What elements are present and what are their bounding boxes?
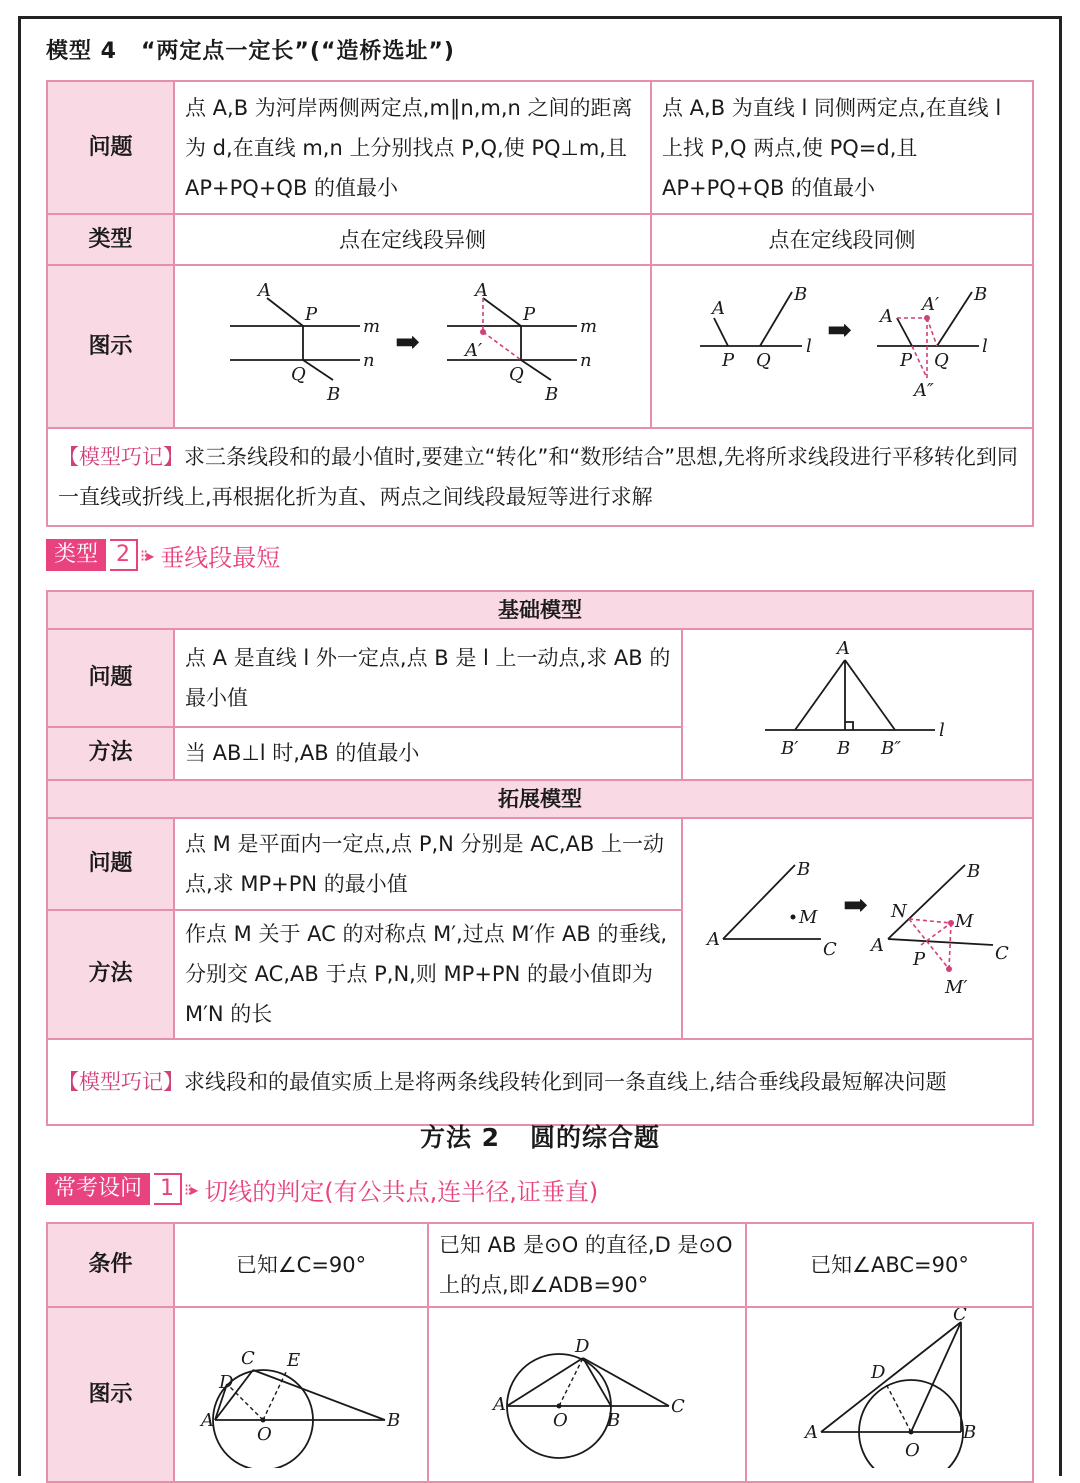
figure-point-label: A — [712, 298, 725, 319]
row-label-method: 方法 — [47, 727, 174, 780]
figure-point-label: Q — [291, 364, 306, 385]
model4-title — [46, 34, 455, 65]
figure-point-label: P — [305, 304, 318, 325]
method2-title-text: 圆的综合题 — [530, 1123, 661, 1152]
q1-section-title — [46, 1172, 598, 1206]
figure-point-label: C — [671, 1396, 685, 1417]
reflection-diagram — [683, 819, 1034, 1025]
row-label-figure: 图示 — [47, 1307, 174, 1482]
figure-point-label: A — [493, 1394, 506, 1415]
figure-point-label: A″ — [914, 380, 934, 401]
type2-title: 垂线段最短 — [160, 543, 281, 572]
figure-point-label: B — [797, 859, 811, 880]
figure-point-label: P — [900, 350, 913, 371]
figure-point-label: N — [891, 901, 907, 922]
row-label-method: 方法 — [47, 910, 174, 1039]
figure-point-label: D — [871, 1362, 886, 1383]
figure-point-label: C — [241, 1348, 255, 1369]
figure-point-label: D — [575, 1336, 590, 1357]
type-right-cell: 点在定线段同侧 — [651, 214, 1033, 265]
figure-point-label: A — [201, 1410, 214, 1431]
figure-point-label: ➡ — [395, 325, 421, 360]
basic-method-cell: 当 AB⊥l 时,AB 的值最小 — [174, 727, 682, 780]
figure-same-side — [651, 265, 1033, 428]
model4-table — [46, 80, 1034, 527]
figure-point-label: A′ — [922, 294, 940, 315]
model4-tip-label: 【模型巧记】 — [58, 445, 184, 469]
type-left-cell: 点在定线段异侧 — [174, 214, 651, 265]
type2-number: 2 — [110, 539, 138, 571]
figure-point-label: B′ — [781, 738, 799, 759]
row-label-problem: 问题 — [47, 818, 174, 910]
figure-point-label: ➡ — [843, 888, 869, 923]
type2-tip-text: 求线段和的最值实质上是将两条线段转化到同一条直线上,结合垂线段最短解决问题 — [184, 1070, 947, 1094]
bridge-diagram-same-side — [652, 266, 1034, 414]
type2-tip — [47, 1039, 1033, 1125]
row-label-problem: 问题 — [47, 629, 174, 727]
figure-opposite-sides — [174, 265, 651, 428]
problem-left-cell: 点 A,B 为河岸两侧两定点,m∥n,m,n 之间的距离为 d,在直线 m,n 上分别找点 P,Q,使 PQ⊥m,且 AP+PQ+QB 的值最小 — [174, 81, 651, 214]
figure-point-label: C — [823, 939, 837, 960]
figure-point-label: O — [905, 1440, 920, 1461]
figure-point-label: A — [258, 280, 271, 301]
figure-point-label: B — [837, 738, 851, 759]
figure-point-label: P — [913, 949, 926, 970]
basic-problem-cell: 点 A 是直线 l 外一定点,点 B 是 l 上一动点,求 AB 的最小值 — [174, 629, 682, 727]
bridge-diagram-opposite — [175, 266, 652, 414]
type2-badge: 类型 — [46, 539, 106, 571]
figure-point-label: A — [871, 935, 884, 956]
condition-1: 已知∠C=90° — [174, 1223, 428, 1307]
figure-point-label: O — [553, 1410, 568, 1431]
figure-point-label: l — [939, 720, 945, 741]
method2-number: 方法 2 — [419, 1123, 501, 1152]
q1-badge: 常考设问 — [46, 1173, 150, 1205]
model4-title-text: “两定点一定长”(“造桥选址”) — [140, 39, 455, 64]
tangent-diagram-1 — [175, 1308, 429, 1468]
type2-tip-label: 【模型巧记】 — [58, 1070, 184, 1094]
type2-section-title — [46, 538, 280, 572]
figure-point-label: M — [799, 907, 818, 928]
figure-point-label: B — [967, 861, 981, 882]
dots-icon: ⁝⁝▸ — [140, 545, 153, 565]
figure-point-label: A — [805, 1422, 818, 1443]
figure-point-label: m — [580, 316, 598, 337]
figure-point-label: B — [607, 1410, 621, 1431]
model4-tip-text: 求三条线段和的最小值时,要建立“转化”和“数形结合”思想,先将所求线段进行平移转化到同一直线或折线上,再根据化折为直、两点之间线段最短等进行求解 — [58, 445, 1018, 509]
figure-point-label: D — [219, 1372, 234, 1393]
row-label-condition: 条件 — [47, 1223, 174, 1307]
figure-point-label: M′ — [945, 977, 968, 998]
row-label-figure: 图示 — [47, 265, 174, 428]
dots-icon: ⁝⁝▸ — [184, 1179, 197, 1199]
figure-point-label: m — [363, 316, 381, 337]
tangent-diagram-3 — [747, 1308, 1034, 1468]
figure-point-label: B — [963, 1422, 977, 1443]
figure-point-label: P — [523, 304, 536, 325]
basic-model-header: 基础模型 — [47, 591, 1033, 629]
figure-point-label: C — [995, 943, 1009, 964]
problem-right-cell: 点 A,B 为直线 l 同侧两定点,在直线 l 上找 P,Q 两点,使 PQ=d,且 AP+PQ+QB 的值最小 — [651, 81, 1033, 214]
figure-point-label: C — [953, 1308, 967, 1325]
method2-title — [0, 1118, 1080, 1154]
figure-point-label: n — [580, 350, 592, 371]
figure-point-label: M — [955, 911, 974, 932]
row-label-type: 类型 — [47, 214, 174, 265]
figure-3-cell — [746, 1307, 1033, 1482]
figure-point-label: P — [722, 350, 735, 371]
figure-point-label: E — [287, 1350, 301, 1371]
figure-point-label: Q — [934, 350, 949, 371]
figure-point-label: B — [794, 284, 808, 305]
figure-point-label: O — [257, 1424, 272, 1445]
ext-figure-cell — [682, 818, 1033, 1039]
model4-tip — [47, 428, 1033, 526]
figure-point-label: A — [837, 638, 850, 659]
figure-point-label: B — [545, 384, 559, 405]
figure-point-label: B — [387, 1410, 401, 1431]
figure-point-label: A — [475, 280, 488, 301]
figure-point-label: B″ — [881, 738, 901, 759]
type2-table — [46, 590, 1034, 1126]
q1-number: 1 — [154, 1173, 182, 1205]
basic-figure-cell — [682, 629, 1033, 780]
ext-problem-cell: 点 M 是平面内一定点,点 P,N 分别是 AC,AB 上一动点,求 MP+PN 的最小值 — [174, 818, 682, 910]
figure-point-label: A — [707, 929, 720, 950]
figure-1-cell — [174, 1307, 428, 1482]
extended-model-header: 拓展模型 — [47, 780, 1033, 818]
figure-point-label: A′ — [465, 340, 483, 361]
perpendicular-diagram — [683, 630, 1034, 766]
figure-2-cell — [428, 1307, 746, 1482]
ext-method-cell: 作点 M 关于 AC 的对称点 M′,过点 M′作 AB 的垂线,分别交 AC,AB 于点 P,N,则 MP+PN 的最小值即为 M′N 的长 — [174, 910, 682, 1039]
row-label-problem: 问题 — [47, 81, 174, 214]
figure-point-label: B — [327, 384, 341, 405]
figure-point-label: n — [363, 350, 375, 371]
condition-3: 已知∠ABC=90° — [746, 1223, 1033, 1307]
figure-point-label: Q — [756, 350, 771, 371]
model4-number: 模型 4 — [46, 39, 117, 64]
q1-table — [46, 1222, 1034, 1483]
figure-point-label: l — [982, 336, 988, 357]
figure-point-label: A — [880, 306, 893, 327]
figure-point-label: Q — [509, 364, 524, 385]
condition-2: 已知 AB 是⊙O 的直径,D 是⊙O 上的点,即∠ADB=90° — [428, 1223, 746, 1307]
figure-point-label: ➡ — [827, 313, 853, 348]
tangent-diagram-2 — [429, 1308, 747, 1468]
figure-point-label: l — [806, 336, 812, 357]
figure-point-label: B — [974, 284, 988, 305]
q1-title: 切线的判定(有公共点,连半径,证垂直) — [204, 1177, 599, 1206]
